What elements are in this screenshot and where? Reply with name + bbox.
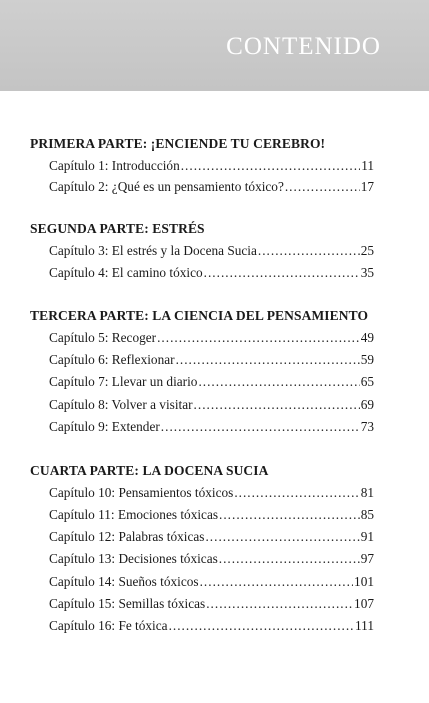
page-number: 11 bbox=[361, 158, 374, 173]
page-number: 17 bbox=[360, 179, 374, 194]
toc-entry[interactable] bbox=[49, 352, 374, 372]
toc-entry[interactable] bbox=[49, 179, 374, 199]
page-number: 85 bbox=[360, 507, 374, 522]
page-number: 101 bbox=[354, 574, 374, 589]
toc-entry[interactable] bbox=[49, 551, 374, 571]
dot-leader bbox=[176, 352, 360, 368]
page-number: 91 bbox=[360, 529, 374, 544]
toc-entry[interactable] bbox=[49, 243, 374, 263]
page-number: 65 bbox=[360, 374, 374, 389]
chapter-label: Capítulo 1: Introducción bbox=[49, 158, 180, 173]
chapter-label: Capítulo 7: Llevar un diario bbox=[49, 374, 198, 389]
toc-entry[interactable] bbox=[49, 158, 374, 178]
dot-leader bbox=[161, 419, 360, 435]
dot-leader bbox=[169, 618, 354, 634]
dot-leader bbox=[181, 158, 360, 174]
chapter-label: Capítulo 15: Semillas tóxicas bbox=[49, 596, 206, 611]
header-band bbox=[0, 0, 429, 91]
chapter-label: Capítulo 3: El estrés y la Docena Sucia bbox=[49, 243, 257, 258]
chapter-label: Capítulo 14: Sueños tóxicos bbox=[49, 574, 199, 589]
toc-entry[interactable] bbox=[49, 507, 374, 527]
page-number: 107 bbox=[354, 596, 374, 611]
page-number: 97 bbox=[360, 551, 374, 566]
dot-leader bbox=[194, 397, 360, 413]
chapter-label: Capítulo 13: Decisiones tóxicas bbox=[49, 551, 218, 566]
toc-entry[interactable] bbox=[49, 374, 374, 394]
chapter-label: Capítulo 5: Recoger bbox=[49, 330, 157, 345]
chapter-label: Capítulo 4: El camino tóxico bbox=[49, 265, 203, 280]
chapter-label: Capítulo 8: Volver a visitar bbox=[49, 397, 193, 412]
chapter-label: Capítulo 11: Emociones tóxicas bbox=[49, 507, 219, 522]
toc-entry[interactable] bbox=[49, 397, 374, 417]
page-number: 35 bbox=[360, 265, 374, 280]
part-title: PRIMERA PARTE: ¡ENCIENDE TU CEREBRO! bbox=[30, 136, 326, 151]
page-number: 59 bbox=[360, 352, 374, 367]
chapter-label: Capítulo 9: Extender bbox=[49, 419, 160, 434]
dot-leader bbox=[234, 485, 359, 501]
page-number: 111 bbox=[355, 618, 374, 633]
chapter-label: Capítulo 12: Palabras tóxicas bbox=[49, 529, 205, 544]
toc-entry[interactable] bbox=[49, 529, 374, 549]
dot-leader bbox=[198, 374, 359, 390]
dot-leader bbox=[157, 330, 360, 346]
toc-entry[interactable] bbox=[49, 485, 374, 505]
toc-entry[interactable] bbox=[49, 574, 374, 594]
chapter-label: Capítulo 10: Pensamientos tóxicos bbox=[49, 485, 234, 500]
toc-entry[interactable] bbox=[49, 265, 374, 285]
chapter-label: Capítulo 2: ¿Qué es un pensamiento tóxico? bbox=[49, 179, 284, 194]
toc-entry[interactable] bbox=[49, 330, 374, 350]
dot-leader bbox=[258, 243, 360, 259]
dot-leader bbox=[205, 529, 359, 545]
page-number: 81 bbox=[360, 485, 374, 500]
dot-leader bbox=[204, 265, 360, 281]
dot-leader bbox=[206, 596, 353, 612]
part-title: TERCERA PARTE: LA CIENCIA DEL PENSAMIENTO bbox=[30, 308, 369, 323]
page-number: 25 bbox=[360, 243, 374, 258]
chapter-label: Capítulo 16: Fe tóxica bbox=[49, 618, 168, 633]
dot-leader bbox=[219, 551, 360, 567]
toc-entry[interactable] bbox=[49, 618, 374, 638]
dot-leader bbox=[285, 179, 360, 195]
part-title: SEGUNDA PARTE: ESTRÉS bbox=[30, 221, 205, 236]
toc-entry[interactable] bbox=[49, 596, 374, 616]
part-title: CUARTA PARTE: LA DOCENA SUCIA bbox=[30, 463, 269, 478]
dot-leader bbox=[200, 574, 353, 590]
toc-entry[interactable] bbox=[49, 419, 374, 439]
page-number: 49 bbox=[360, 330, 374, 345]
chapter-label: Capítulo 6: Reflexionar bbox=[49, 352, 175, 367]
dot-leader bbox=[219, 507, 360, 523]
page-number: 73 bbox=[360, 419, 374, 434]
page-number: 69 bbox=[360, 397, 374, 412]
page-title: CONTENIDO bbox=[226, 33, 381, 60]
